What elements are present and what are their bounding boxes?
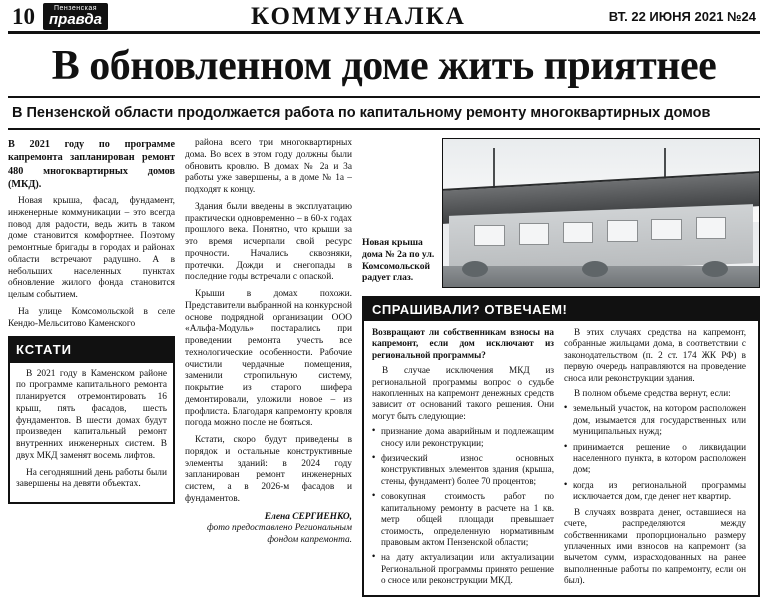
photo-bush: [582, 261, 608, 277]
column-right: [362, 138, 760, 586]
masthead: [8, 0, 760, 34]
col1-paragraph-2: На улице Комсомольской в селе Кендю-Мельситово Каменского: [8, 306, 175, 329]
masthead-left: [12, 3, 108, 30]
section-title: КОММУНАЛКА: [250, 2, 466, 30]
author-name: Елена СЕРГИЕНКО,: [264, 511, 352, 522]
photo-window: [474, 225, 504, 246]
kstati-title: КСТАТИ: [10, 338, 173, 362]
qa-right-intro: В этих случаях средства на капремонт, собранные жильцами дома, в соответствии с законодательством (п. 2 ст. 174 ЖК РФ) в первую очередь направляются на проведение сноса или реконструкции здания.: [564, 327, 746, 383]
photo-bush: [462, 261, 488, 277]
qa-right-item: • принимается решение о ликвидации населенного пункта, в котором расположен дом;: [564, 442, 746, 476]
photo-caption: Новая крыша дома № 2а по ул. Комсомольской радует глаз.: [362, 237, 435, 284]
photo-window: [696, 217, 726, 238]
col2-paragraph-1: района всего три многоквартирных дома. Во всех в этом году должны были обновить кровлю. В домах № 2а и 3а работы уже завершены, а в доме № 1а – подходят к концу.: [185, 138, 352, 195]
col2-paragraph-4: Кстати, скоро будут приведены в порядок и остальные конструктивные элементы зданий: в 2024 году запланирован ремонт инженерных систем, а в 2026-м фасадов и фундаментов.: [185, 435, 352, 504]
qa-box: [362, 296, 760, 597]
qa-left-item: • совокупная стоимость работ по капитальному ремонту в расчете на 1 кв. метр общей площади превышает стоимость, определенную нормативным правовым актом Пензенской области;: [372, 491, 554, 548]
qa-left-item: • физический износ основных конструктивных элементов здания (крыша, стены, фундамент) более 70 процентов;: [372, 453, 554, 487]
issue-date: ВТ. 22 ИЮНЯ 2021 №24: [608, 9, 756, 24]
col2-paragraph-3: Крыши в домах похожи. Представители выбранной на конкурсной основе подрядной организации ООО «Альфа-Модуль» постарались при проведении ремонта учесть все технологические особенности. Рабочие очистили чердачные помещения, заменили стропильную систему, покрытие из старого шифера демонтировали, уложили новое – из профлиста. Благодаря капремонту кровля погода можно после не бояться.: [185, 289, 352, 429]
col1-paragraph-1: Новая крыша, фасад, фундамент, инженерные коммуникации – это всегда повод для радости, ведь жить в таком доме становится комфортнее. Поэтому ремонтные бригады в городах и районах области встречают радушно. А в небольших населенных пунктах обновление жилого фонда становится целым событием.: [8, 196, 175, 300]
kstati-paragraph-2: На сегодняшний день работы были завершены на девяти объектах.: [16, 467, 167, 490]
column-two: [185, 138, 352, 545]
newspaper-logo: [43, 3, 108, 30]
lead-paragraph: [8, 138, 175, 191]
article-photo: [442, 138, 760, 288]
logo-top-text: Пензенская: [53, 5, 98, 12]
qa-right-sub: В полном объеме средства вернут, если:: [574, 388, 731, 399]
sidebar-box-kstati: [8, 336, 175, 504]
photo-bush: [702, 261, 728, 277]
qa-column-left: [372, 327, 554, 591]
photo-window: [651, 219, 681, 240]
col2-paragraph-2: Здания были введены в эксплуатацию практически одновременно – в 60-х годах прошлого века. Понятно, что крыши за это время исчерпали свой ресурс прочности. Начались сквозняки, протечки. Дожди и снегопады в последние годы встречали с опаской.: [185, 201, 352, 283]
qa-column-right: [564, 327, 746, 591]
page-number: 10: [12, 3, 35, 29]
article-byline: [185, 512, 352, 547]
article-body: [8, 138, 760, 586]
qa-title: СПРАШИВАЛИ? ОТВЕЧАЕМ!: [364, 298, 758, 321]
qa-right-item: • земельный участок, на котором расположен дом, изымается для государственных или муниципальных нужд;: [564, 403, 746, 437]
photo-window: [519, 223, 549, 244]
lead-text: В 2021 году по программе капремонта запланирован ремонт 480 многоквартирных домов (МКД).: [8, 139, 175, 190]
qa-right-item: • когда из региональной программы исключается дом, где денег нет квартир.: [564, 480, 746, 503]
photo-window: [563, 222, 593, 243]
qa-left-item: • признание дома аварийным и подлежащим сносу или реконструкции;: [372, 426, 554, 449]
kstati-body: [10, 363, 173, 503]
column-one: [8, 138, 175, 538]
subheadline: В Пензенской области продолжается работа по капитальному ремонту многоквартирных домов: [8, 96, 760, 130]
author-note: фото предоставлено Региональным фондом капремонта.: [207, 523, 352, 545]
photo-window: [607, 220, 637, 241]
kstati-paragraph-1: В 2021 году в Каменском районе по программе капитального ремонта планируется отремонтировать 16 крыш, пять фасадов, шесть фундаментов. В шести домах будут произведен капитальный ремонт внутренних инженерных систем. В двух МКД заменят восемь лифтов.: [16, 368, 167, 461]
qa-right-tail: В случаях возврата денег, оставшиеся на счете, распределяются между собственниками пропорционально размеру уплаченных ими взносов на капремонт (за вычетом сумм, израсходованных на ранее выполненные работы по капремонту, если он был).: [564, 506, 746, 586]
logo-main-text: правда: [49, 11, 102, 28]
qa-left-intro: В случае исключения МКД из региональной программы вопрос о судьбе накопленных на капремонт денежных средств зависит от оснований такого решения. Они могут быть следующие:: [372, 365, 554, 421]
qa-question: Возвращают ли собственникам взносы на капремонт, если дом исключают из региональной программы?: [372, 327, 554, 360]
page-title: В обновленном доме жить приятнее: [51, 43, 717, 89]
qa-left-item: • на дату актуализации или актуализации Региональной программы принято решение о сносе или реконструкции МКД.: [372, 552, 554, 586]
qa-body: [364, 321, 758, 595]
photo-row: [362, 138, 760, 288]
